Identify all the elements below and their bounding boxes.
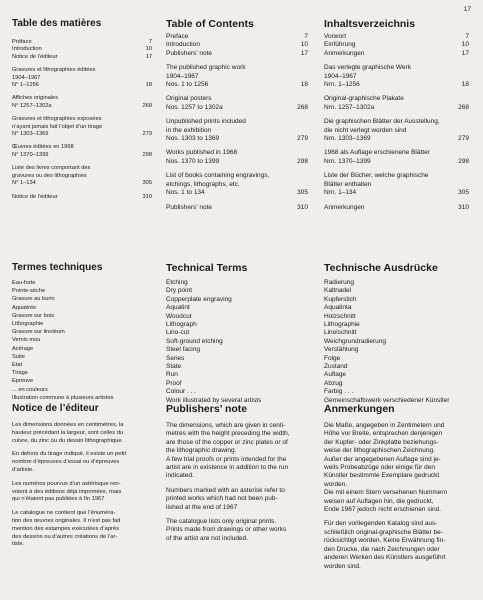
toc-entry-label: Liste der Bücher, welche graphische Blätter enthalten Nrn. 1–134 xyxy=(324,172,429,197)
notes-title-fr: Notice de l’éditeur xyxy=(12,403,99,414)
term-item: Work illustrated by several artists xyxy=(166,396,262,404)
toc-entry-page: 305 xyxy=(458,189,469,197)
note-paragraph: Für den vorliegenden Katalog sind aus- schließlich original-graphische Blätter be- rücksichtigt worden. Keine Erwähnung fin- den Drucke, die nach Zeichnungen oder anderen Werken des Künstlers ausgeführt worden sind. xyxy=(324,520,446,570)
toc-entry-label: Anmerkungen xyxy=(324,49,365,57)
toc-entry-page: 305 xyxy=(142,180,152,187)
toc-entry-label: Die graphischen Blätter der Ausstellung, die nicht verlegt worden sind Nrn. 1303–1369 xyxy=(324,118,440,143)
page-number: 17 xyxy=(463,6,471,13)
term-item: Lithographie xyxy=(324,321,360,329)
toc-entry-page: 7 xyxy=(148,39,152,45)
toc-list-de xyxy=(324,33,469,212)
term-item: Lino-cut xyxy=(166,329,190,337)
term-item: Kupferstich xyxy=(324,295,357,303)
toc-entry xyxy=(166,204,308,212)
note-paragraph: Numbers marked with an asterisk refer to printed works which had not been pub- lished at the end of 1967 xyxy=(166,486,285,511)
terms-section-fr xyxy=(12,262,152,402)
toc-entry-label: Publishers’ note xyxy=(166,49,213,57)
toc-entry-page: 305 xyxy=(297,189,308,197)
term-item: Farbig . . . xyxy=(324,388,354,396)
toc-entry xyxy=(166,41,308,49)
toc-entry-label: Unpublished prints included in the exhibition Nos. 1303 to 1369 xyxy=(166,118,246,143)
term-item: Auflage xyxy=(324,371,347,379)
toc-entry xyxy=(324,149,469,166)
note-paragraph: Die Maße, angegeben in Zentimetern und Höhe vor Breite, entsprechen denjenigen der Kupfer- oder Zinkplatte beziehungs- weise der lithographischen Zeichnung. Außer der angegebenen Auflage sind je- weils Probeabzüge oder einige für den Künstler bestimmte Exemplare gedruckt worden. Die mit einem Stern versehenen Nummern weisen auf Auflagen hin, die gedruckt, Ende 1967 jedoch nicht erschienen sind. xyxy=(324,422,448,514)
toc-entry-page: 268 xyxy=(297,103,308,111)
note-paragraph: The catalogue lists only original prints. Prints made from drawings or other works of the artist are not included. xyxy=(166,518,287,542)
toc-entry-page: 279 xyxy=(142,131,152,138)
toc-entry xyxy=(166,95,308,112)
notes-body-en xyxy=(166,422,308,543)
toc-entry-page: 268 xyxy=(458,103,469,111)
notes-title-en: Publishers’ note xyxy=(166,403,248,415)
term-item: Colour . . . xyxy=(166,388,196,396)
notes-body-fr xyxy=(12,422,152,549)
terms-title-en: Technical Terms xyxy=(166,262,248,274)
toc-entry-label: Vorwort xyxy=(324,33,347,40)
notes-title-de: Anmerkungen xyxy=(324,403,395,415)
term-item: Gravure sur bois xyxy=(12,312,55,319)
toc-entry-page: 310 xyxy=(142,193,152,200)
toc-entry-page: 17 xyxy=(145,53,152,60)
toc-entry-page: 17 xyxy=(300,49,308,57)
terms-section-de xyxy=(324,262,469,405)
term-item: Folge xyxy=(324,354,341,362)
toc-entry-page: 310 xyxy=(458,203,469,211)
term-item: Illustration commune à plusieurs artistes xyxy=(12,394,114,401)
toc-entry-label: Affiches originales N° 1257–1302a xyxy=(12,95,59,109)
term-item: Soft-ground etching xyxy=(166,337,223,345)
toc-entry-page: 18 xyxy=(145,82,152,89)
term-item: Aquatinta xyxy=(324,304,352,312)
terms-list-de xyxy=(324,279,469,405)
toc-entry-label: Publishers’ note xyxy=(166,203,213,211)
toc-entry-page: 18 xyxy=(461,81,469,89)
toc-entry-page: 18 xyxy=(300,81,308,89)
notes-section-fr xyxy=(12,403,152,555)
term-item: Holzschnitt xyxy=(324,312,356,320)
toc-entry-page: 10 xyxy=(300,41,308,49)
toc-entry-page: 310 xyxy=(297,203,308,211)
term-item: Aquatinte xyxy=(12,304,37,311)
toc-entry xyxy=(12,144,152,159)
toc-entry-label: Preface xyxy=(166,33,189,40)
terms-title-fr: Termes techniques xyxy=(12,262,103,273)
toc-entry xyxy=(324,204,469,212)
toc-entry-label: Works published in 1968 Nos. 1370 to 1399 xyxy=(166,149,238,165)
toc-entry-label: Gravures et lithographies exposées n’ayant jamais fait l’objet d’un tirage N° 1303–1369 xyxy=(12,116,103,138)
toc-entry xyxy=(166,149,308,166)
term-item: Suite xyxy=(12,353,25,360)
toc-entry xyxy=(12,95,152,110)
toc-entry-page: 10 xyxy=(145,46,152,53)
toc-section-de xyxy=(324,18,469,212)
term-item: Vernis mou xyxy=(12,337,41,344)
toc-entry-label: Liste des livres comportant des gravures ou des lithographies N° 1–134 xyxy=(12,165,91,187)
term-item: Pointe-sèche xyxy=(12,288,46,295)
toc-entry-label: 1968 als Auflage erschienene Blätter Nrn. 1370–1399 xyxy=(324,149,430,165)
terms-list-fr xyxy=(12,279,152,402)
toc-entry xyxy=(166,33,308,41)
note-paragraph: En dehors du tirage indiqué, il existe un petit nombre d’épreuves d’essai ou d’épreuves d’artiste. xyxy=(12,451,127,473)
toc-entry xyxy=(324,64,469,89)
term-item: Radierung xyxy=(324,279,354,286)
term-item: Series xyxy=(166,354,185,362)
toc-entry-label: Préface xyxy=(12,39,32,45)
toc-entry-page: 279 xyxy=(458,135,469,143)
toc-entry-page: 298 xyxy=(458,157,469,165)
term-item: Eau-forte xyxy=(12,280,36,286)
toc-title-de: Inhaltsverzeichnis xyxy=(324,18,416,30)
terms-section-en xyxy=(166,262,308,405)
toc-entry xyxy=(324,50,469,58)
toc-entry xyxy=(12,39,152,46)
notes-body-de xyxy=(324,422,469,571)
toc-entry-page: 298 xyxy=(142,151,152,158)
toc-entry-label: Anmerkungen xyxy=(324,203,365,211)
toc-entry xyxy=(324,172,469,197)
toc-entry xyxy=(166,118,308,143)
terms-title-de: Technische Ausdrücke xyxy=(324,262,438,274)
toc-entry-label: Œuvres éditées en 1968 N° 1370–1399 xyxy=(12,144,74,158)
toc-entry xyxy=(12,116,152,138)
toc-entry-page: 17 xyxy=(461,49,469,57)
toc-entry-label: Original posters Nos. 1257 to 1302a xyxy=(166,95,223,111)
term-item: Etat xyxy=(12,362,23,369)
note-paragraph: The dimensions, which are given in centi- metres with the height preceding the width, are those of the copper or zinc plates or of the lithographic drawing. A few trial proofs or prints intended for the artist are in existence in addition to the run indicated. xyxy=(166,422,290,480)
term-item: Abzug xyxy=(324,379,343,387)
notes-section-de xyxy=(324,403,469,577)
term-item: Dry point xyxy=(166,287,193,295)
toc-entry-label: Das verlegte graphische Werk 1904–1967 Nrn. 1–1256 xyxy=(324,64,411,89)
toc-title-en: Table of Contents xyxy=(166,18,254,30)
term-item: Tirage xyxy=(12,370,28,377)
term-item: State xyxy=(166,363,182,371)
toc-entry-page: 279 xyxy=(297,135,308,143)
term-item: ... en couleurs xyxy=(12,386,48,393)
note-paragraph: Les dimensions données en centimètres, la hauteur précédant la largeur, sont celles du cuivre, du zinc ou du dessin lithographique. xyxy=(12,422,124,444)
toc-entry xyxy=(166,64,308,89)
term-item: Woodcut xyxy=(166,312,192,320)
term-item: Weichgrundradierung xyxy=(324,337,387,345)
note-paragraph: Le catalogue ne contient que l’énuméra- tion des œuvres originales. Il n’est pas fait mention des estampes exécutées d’après des dessins ou d’autres créations de l’ar- tiste. xyxy=(12,510,121,548)
toc-entry-page: 10 xyxy=(461,41,469,49)
toc-entry xyxy=(12,54,152,61)
term-item: Copperplate engraving xyxy=(166,295,232,303)
toc-entry-label: Gravures et lithographies éditées 1904–1967 N° 1–1256 xyxy=(12,67,96,89)
term-item: Acérage xyxy=(12,345,34,352)
term-item: Lithograph xyxy=(166,321,197,329)
term-item: Proof xyxy=(166,379,182,387)
toc-entry xyxy=(12,194,152,201)
term-item: Zustand xyxy=(324,363,348,371)
toc-entry-label: The published graphic work 1904–1967 Nos. 1 to 1256 xyxy=(166,64,246,89)
toc-entry-label: List of books containing engravings, etchings, lithographs, etc. Nos. 1 to 134 xyxy=(166,172,270,197)
term-item: Steel facing xyxy=(166,346,200,354)
toc-section-en xyxy=(166,18,308,212)
toc-list-en xyxy=(166,33,308,212)
term-item: Aquatint xyxy=(166,304,190,312)
toc-entry-label: Notice de l’éditeur xyxy=(12,193,58,200)
toc-entry xyxy=(12,165,152,187)
notes-section-en xyxy=(166,403,308,549)
toc-title-fr: Table des matières xyxy=(12,18,102,29)
note-paragraph: Les numéros pourvus d’un astérisque ren- voient à des éditions déjà imprimées, mais qui n’étaient pas publiées à fin 1967 xyxy=(12,480,122,503)
toc-entry xyxy=(12,67,152,89)
term-item: Gravure sur linoléum xyxy=(12,329,65,336)
toc-entry xyxy=(12,46,152,53)
toc-section-fr xyxy=(12,18,152,201)
terms-list-en xyxy=(166,279,308,405)
term-item: Kaltnadel xyxy=(324,287,352,295)
toc-entry xyxy=(166,172,308,197)
term-item: Run xyxy=(166,371,178,379)
toc-entry xyxy=(324,95,469,112)
toc-entry xyxy=(324,41,469,49)
term-item: Epreuve xyxy=(12,378,34,385)
toc-entry-label: Introduction xyxy=(166,41,200,49)
toc-entry-page: 7 xyxy=(465,33,469,40)
term-item: Gemeinschaftswerk verschiedener Künstler xyxy=(324,396,450,404)
toc-entry-label: Notice de l’éditeur xyxy=(12,53,58,60)
toc-entry xyxy=(324,118,469,143)
toc-entry xyxy=(324,33,469,41)
term-item: Etching xyxy=(166,279,188,286)
term-item: Linolschnitt xyxy=(324,329,357,337)
toc-entry xyxy=(166,50,308,58)
toc-list-fr xyxy=(12,39,152,201)
toc-entry-label: Einführung xyxy=(324,41,356,49)
toc-entry-page: 268 xyxy=(142,102,152,109)
toc-entry-page: 298 xyxy=(297,157,308,165)
term-item: Lithographie xyxy=(12,321,44,328)
term-item: Verstählung xyxy=(324,346,359,354)
term-item: Gravure au burin xyxy=(12,296,55,303)
toc-entry-label: Original-graphische Plakate Nrn. 1257–1302a xyxy=(324,95,404,111)
toc-entry-label: Introduction xyxy=(12,46,42,53)
toc-entry-page: 7 xyxy=(304,33,308,40)
